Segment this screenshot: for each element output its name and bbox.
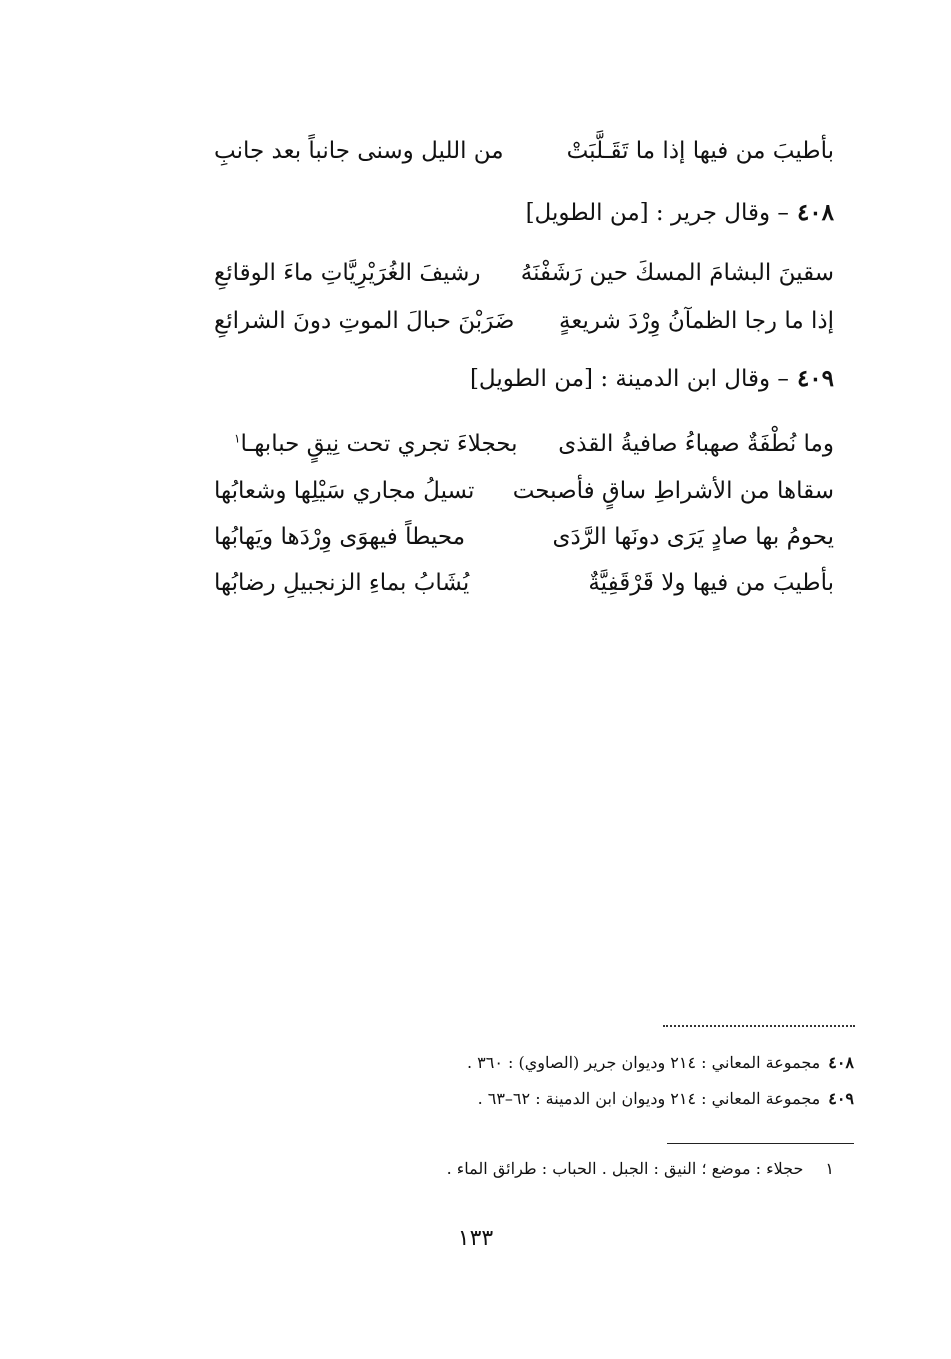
verse-first-hemistich: يحومُ بها صادٍ يَرَى دونَها الرَّدَى [552, 524, 834, 550]
sources-divider [663, 1025, 855, 1027]
verse-408-1 [214, 253, 834, 293]
verse-first-hemistich: سقينَ البشامَ المسكَ حين رَشَفْنَهُ [520, 260, 834, 286]
source-number: ٤٠٩ [828, 1089, 854, 1108]
verse-409-1 [234, 424, 834, 464]
section-title: – وقال ابن الدمينة : [من الطويل] [469, 366, 789, 392]
verse-409-3 [214, 517, 834, 557]
verse-first-hemistich: وما نُطْفَةٌ صهباءُ صافيةُ القذى [558, 431, 834, 457]
verse-first-hemistich: إذا ما رجا الظمآنُ وِرْدَ شريعةٍ [559, 308, 834, 334]
section-number: ٤٠٩ [796, 365, 834, 392]
verse-second-hemistich: رشيفَ الغُرَيْرِيَّاتِ ماءَ الوقائعِ [214, 260, 481, 286]
source-note-408 [467, 1053, 854, 1072]
verse-second-hemistich [234, 431, 518, 457]
verse-409-2 [214, 471, 834, 511]
footnote-number: ١ [825, 1159, 834, 1178]
verse-text: بحجلاءَ تجري تحت نِيقٍ حبابهـا [240, 431, 518, 457]
footnote-divider [667, 1143, 854, 1144]
verse-second-hemistich: محيطاً فيهوَى وِرْدَها ويَهابُها [214, 524, 466, 550]
footnote [447, 1159, 834, 1178]
verse-409-4 [214, 563, 834, 603]
footnote-text: حجلاء : موضع ؛ النيق : الجبل . الحباب : طرائق الماء . [446, 1159, 804, 1178]
source-note-409 [478, 1089, 854, 1108]
verse-second-hemistich: ضَرَبْنَ حبالَ الموتِ دونَ الشرائعِ [214, 308, 515, 334]
section-heading-408 [526, 199, 834, 226]
source-number: ٤٠٨ [828, 1053, 854, 1072]
footnote-marker: ١ [234, 431, 241, 446]
verse-first-hemistich: سقاها من الأشراطِ ساقٍ فأصبحت [512, 478, 834, 504]
verse-second-hemistich: تسيلُ مجاري سَيْلِها وشعابُها [214, 478, 475, 504]
section-title: – وقال جرير : [من الطويل] [525, 200, 789, 226]
verse-408-2 [214, 301, 834, 341]
source-text: مجموعة المعاني : ٢١٤ وديوان ابن الدمينة : ٦٢–٦٣ . [477, 1089, 821, 1108]
source-text: مجموعة المعاني : ٢١٤ وديوان جرير (الصاوي) : ٣٦٠ . [466, 1053, 821, 1072]
section-number: ٤٠٨ [796, 199, 834, 226]
verse-second-hemistich: يُشَابُ بماءِ الزنجبيلِ رضابُها [214, 570, 470, 596]
opening-verse [214, 131, 834, 171]
page-number: ١٣٣ [457, 1226, 494, 1251]
section-heading-409 [470, 365, 834, 392]
verse-first-hemistich: بأطيبَ من فيها إذا ما تَقَـلَّبَتْ [566, 138, 834, 164]
verse-first-hemistich: بأطيبَ من فيها ولا قَرْقَفِيَّةٌ [588, 570, 834, 596]
verse-second-hemistich: من الليل وسنى جانباً بعد جانبِ [214, 138, 504, 164]
